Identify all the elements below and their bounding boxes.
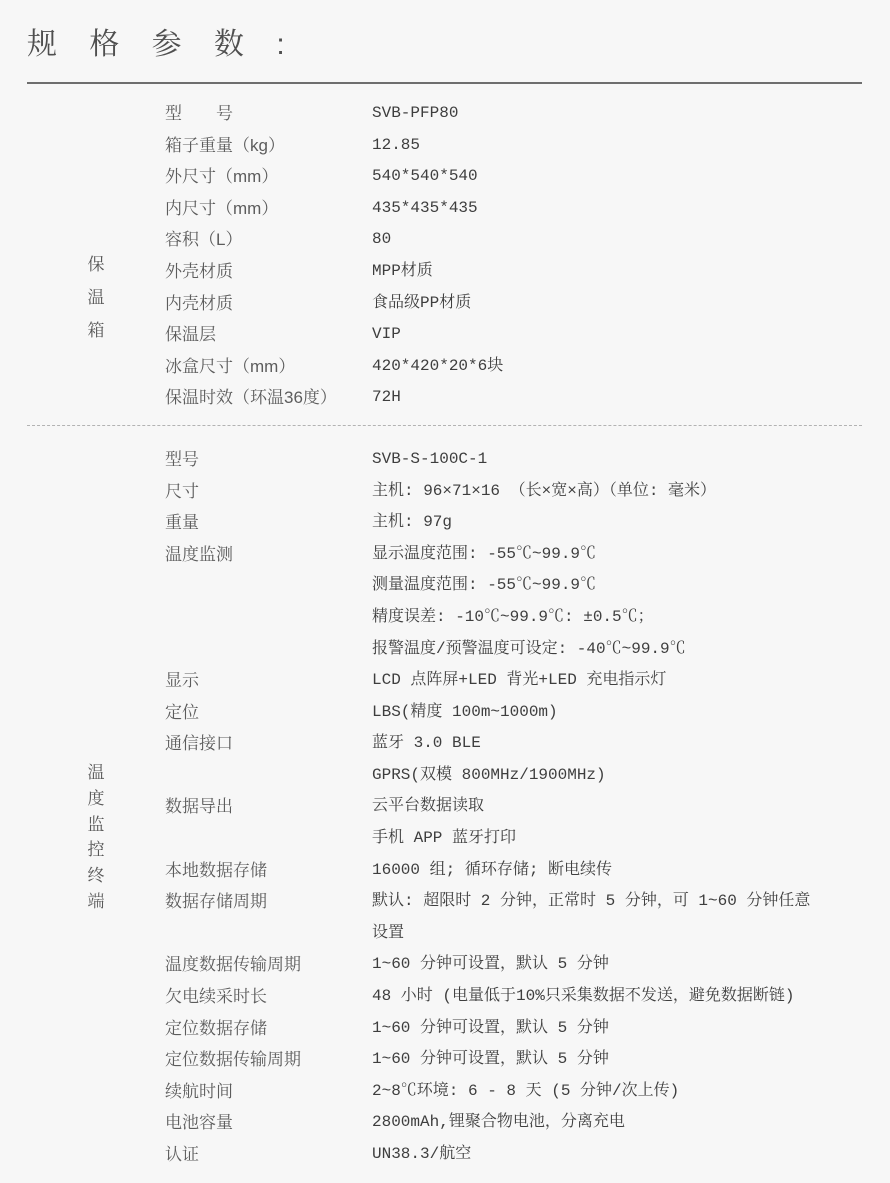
- spec-value-line: 420*420*20*6块: [372, 356, 504, 375]
- spec-row: [165, 1044, 862, 1076]
- spec-value: [372, 130, 862, 162]
- spec-label: 显示: [165, 671, 199, 691]
- spec-label: 定位数据传输周期: [165, 1050, 301, 1070]
- spec-label: 定位数据存储: [165, 1018, 267, 1038]
- spec-value-line: 默认: 超限时 2 分钟，正常时 5 分钟，可 1~60 分钟任意: [372, 892, 811, 911]
- spec-label: 内尺寸（mm）: [165, 198, 279, 218]
- section-temperature-monitor-terminal: [87, 444, 862, 1171]
- spec-value-line: 蓝牙 3.0 BLE: [372, 734, 481, 753]
- spec-row: [165, 981, 862, 1013]
- section-insulated-box: [87, 98, 862, 414]
- section-divider: [27, 425, 862, 426]
- spec-row: [165, 161, 862, 193]
- spec-value: [372, 665, 862, 697]
- page-title: 规 格 参 数 :: [27, 28, 297, 61]
- spec-value: [372, 949, 862, 981]
- spec-row: [165, 697, 862, 729]
- spec-value: [372, 981, 862, 1013]
- spec-value-line: 设置: [372, 923, 405, 942]
- spec-value: [372, 1107, 862, 1139]
- spec-row: [165, 886, 862, 949]
- spec-label: 冰盒尺寸（mm）: [165, 356, 296, 376]
- vertical-label-char: 箱: [87, 321, 105, 340]
- spec-sections: [27, 98, 862, 1171]
- spec-label: 电池容量: [165, 1113, 233, 1133]
- spec-rows: [165, 98, 862, 414]
- title-divider: [27, 82, 862, 84]
- spec-label: 型号: [165, 449, 199, 469]
- spec-value-line: GPRS(双模 800MHz/1900MHz): [372, 765, 606, 784]
- spec-label: 箱子重量（kg）: [165, 135, 285, 155]
- spec-value-line: 80: [372, 230, 392, 249]
- spec-value-line: SVB-PFP80: [372, 104, 459, 122]
- spec-value-line: 手机 APP 蓝牙打印: [372, 829, 517, 848]
- spec-value-line: 16000 组; 循环存储; 断电续传: [372, 860, 613, 879]
- spec-value-line: 精度误差: -10℃~99.9℃: ±0.5℃；: [372, 607, 654, 626]
- spec-row: [165, 444, 862, 476]
- spec-value-line: MPP材质: [372, 261, 433, 280]
- spec-value-line: LCD 点阵屏+LED 背光+LED 充电指示灯: [372, 671, 667, 690]
- spec-value-line: 测量温度范围: -55℃~99.9℃: [372, 576, 597, 595]
- spec-value-line: 主机: 96×71×16 （长×宽×高）（单位: 毫米）: [372, 481, 717, 500]
- spec-value-line: 72H: [372, 388, 401, 407]
- vertical-label-char: 温: [87, 762, 105, 782]
- spec-row: [165, 1107, 862, 1139]
- spec-value: [372, 1076, 862, 1108]
- vertical-label-char: 保: [87, 255, 105, 274]
- spec-value: [372, 161, 862, 193]
- spec-value: [372, 1044, 862, 1076]
- spec-row: [165, 728, 862, 791]
- spec-row: [165, 351, 862, 383]
- spec-value: [372, 539, 862, 665]
- spec-label: 续航时间: [165, 1081, 233, 1101]
- spec-value-line: 2~8℃环境: 6 - 8 天 (5 分钟/次上传): [372, 1081, 680, 1100]
- spec-row: [165, 288, 862, 320]
- spec-label: 通信接口: [165, 734, 233, 754]
- spec-value-line: 435*435*435: [372, 198, 478, 217]
- spec-row: [165, 319, 862, 351]
- spec-value-line: LBS(精度 100m~1000m): [372, 702, 558, 721]
- spec-value: [372, 791, 862, 854]
- spec-value-line: SVB-S-100C-1: [372, 449, 488, 468]
- spec-label: 认证: [165, 1145, 199, 1164]
- spec-label: 外壳材质: [165, 261, 233, 281]
- spec-value-line: 云平台数据读取: [372, 797, 485, 816]
- spec-value: [372, 256, 862, 288]
- spec-value-line: 食品级PP材质: [372, 293, 472, 312]
- spec-label: 型 号: [165, 104, 233, 123]
- spec-value: [372, 444, 862, 476]
- spec-row: [165, 193, 862, 225]
- spec-value: [372, 507, 862, 539]
- spec-label: 定位: [165, 702, 199, 722]
- spec-row: [165, 507, 862, 539]
- spec-label: 温度监测: [165, 544, 233, 564]
- spec-value: [372, 382, 862, 414]
- spec-row: [165, 949, 862, 981]
- spec-row: [165, 665, 862, 697]
- spec-row: [165, 256, 862, 288]
- spec-label: 保温时效（环温36度）: [165, 388, 337, 408]
- spec-value-line: 540*540*540: [372, 167, 478, 186]
- spec-row: [165, 224, 862, 256]
- spec-label: 欠电续采时长: [165, 987, 267, 1007]
- spec-label: 保温层: [165, 325, 216, 345]
- spec-label: 容积（L）: [165, 230, 243, 250]
- spec-value: [372, 886, 862, 949]
- vertical-label-char: 监: [87, 814, 105, 834]
- spec-row: [165, 382, 862, 414]
- spec-row: [165, 98, 862, 130]
- vertical-label-char: 度: [87, 788, 105, 808]
- spec-value-line: UN38.3/航空: [372, 1145, 472, 1163]
- spec-label: 数据导出: [165, 797, 233, 817]
- spec-value: [372, 697, 862, 729]
- spec-label: 外尺寸（mm）: [165, 167, 279, 187]
- spec-value-line: 报警温度/预警温度可设定: -40℃~99.9℃: [372, 639, 686, 658]
- spec-value: [372, 193, 862, 225]
- spec-value-line: 1~60 分钟可设置，默认 5 分钟: [372, 1018, 609, 1037]
- spec-label: 重量: [165, 513, 199, 533]
- section-vertical-label: [85, 248, 107, 347]
- spec-value: [372, 351, 862, 383]
- spec-row: [165, 1139, 862, 1171]
- spec-value: [372, 224, 862, 256]
- spec-row: [165, 476, 862, 508]
- spec-row: [165, 791, 862, 854]
- spec-value: [372, 98, 862, 130]
- spec-row: [165, 1076, 862, 1108]
- spec-label: 尺寸: [165, 481, 199, 501]
- spec-value: [372, 476, 862, 508]
- spec-row: [165, 130, 862, 162]
- spec-value-line: 1~60 分钟可设置，默认 5 分钟: [372, 955, 609, 974]
- spec-row: [165, 1013, 862, 1045]
- vertical-label-char: 控: [87, 840, 105, 860]
- spec-value: [372, 288, 862, 320]
- spec-label: 数据存储周期: [165, 892, 267, 912]
- spec-value: [372, 728, 862, 791]
- spec-value-line: 主机: 97g: [372, 513, 453, 532]
- spec-label: 本地数据存储: [165, 860, 267, 880]
- spec-value: [372, 1013, 862, 1045]
- vertical-label-char: 温: [87, 288, 105, 307]
- spec-label: 温度数据传输周期: [165, 955, 301, 975]
- spec-value-line: 2800mAh,锂聚合物电池，分离充电: [372, 1113, 625, 1132]
- spec-value-line: 12.85: [372, 135, 421, 154]
- spec-row: [165, 539, 862, 665]
- spec-value-line: 显示温度范围: -55℃~99.9℃: [372, 544, 597, 563]
- spec-label: 内壳材质: [165, 293, 233, 313]
- spec-row: [165, 855, 862, 887]
- section-vertical-label: [85, 760, 107, 915]
- spec-rows: [165, 444, 862, 1171]
- spec-value-line: 48 小时 (电量低于10%只采集数据不发送，避免数据断链): [372, 987, 795, 1006]
- vertical-label-char: 终: [87, 866, 105, 886]
- spec-value-line: VIP: [372, 325, 401, 344]
- spec-value: [372, 855, 862, 887]
- spec-value: [372, 319, 862, 351]
- spec-value: [372, 1139, 862, 1171]
- vertical-label-char: 端: [87, 891, 105, 911]
- spec-value-line: 1~60 分钟可设置，默认 5 分钟: [372, 1050, 609, 1069]
